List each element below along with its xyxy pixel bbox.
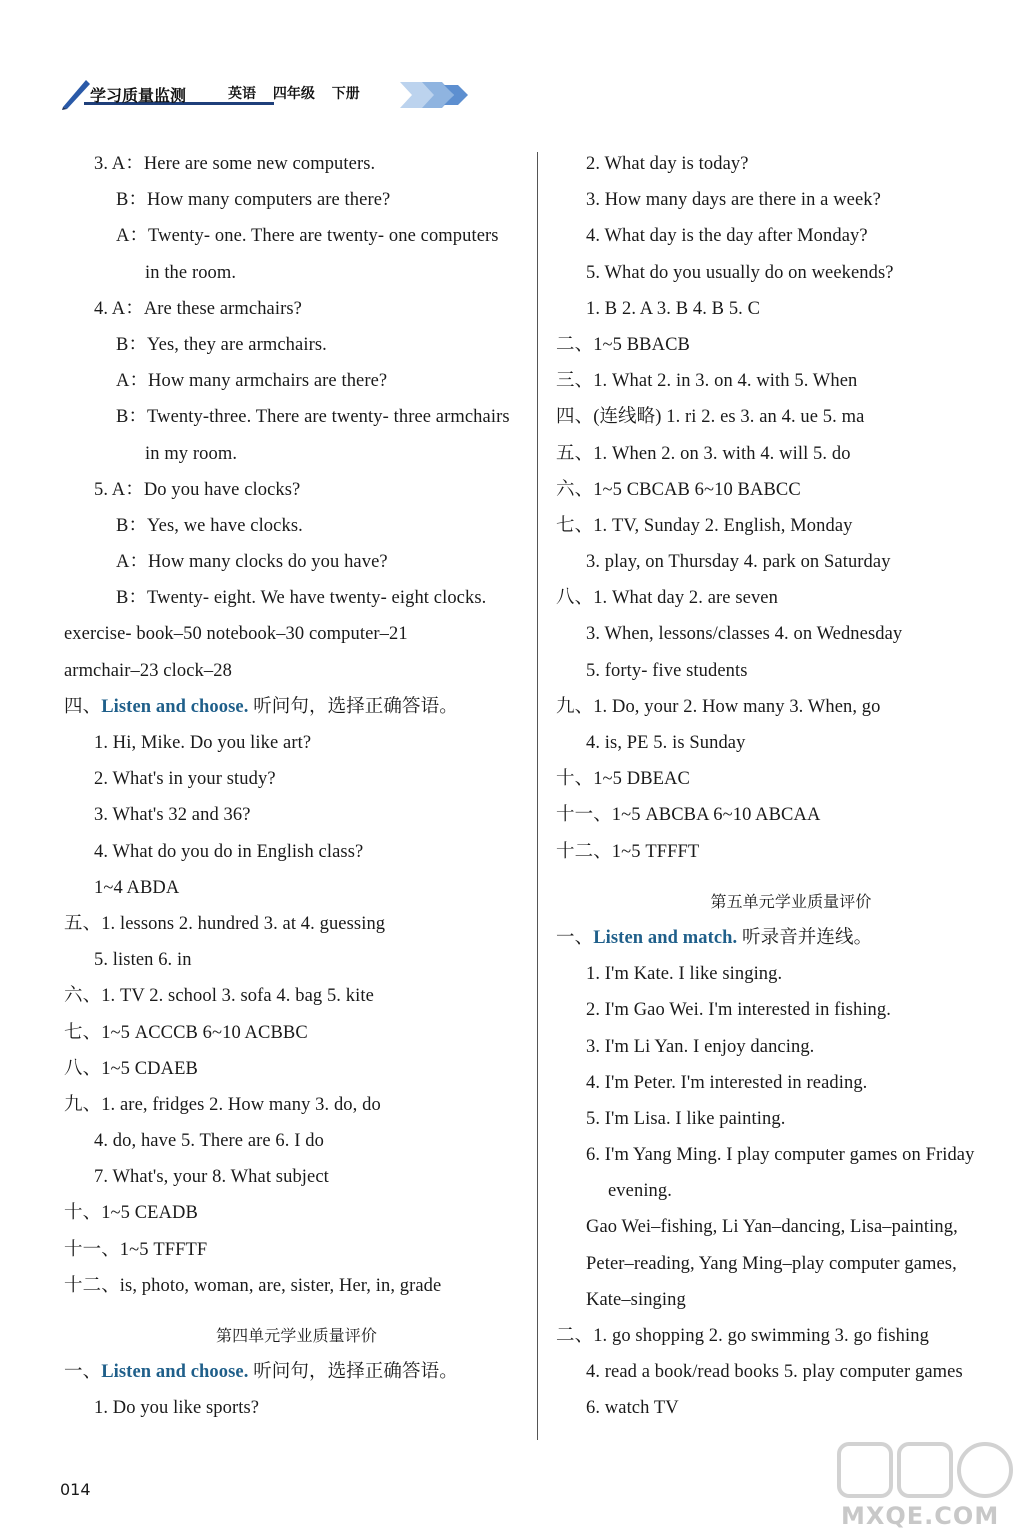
answer-line: 3. play, on Thursday 4. park on Saturday bbox=[586, 552, 891, 573]
answer-line: 4. is, PE 5. is Sunday bbox=[586, 733, 746, 753]
answer-line: 1~4 ABDA bbox=[94, 877, 180, 898]
answer-line: Gao Wei–fishing, Li Yan–dancing, Lisa–painting, bbox=[586, 1217, 958, 1238]
section-title-en: Listen and choose. bbox=[101, 1362, 249, 1383]
section-title-en: Listen and choose. bbox=[101, 696, 249, 717]
answer-line: A：How many clocks do you have? bbox=[116, 552, 388, 573]
section-heading bbox=[556, 920, 1026, 956]
page-header bbox=[60, 76, 480, 116]
page-number: 014 bbox=[60, 1480, 91, 1499]
answer-item: 九、1. are, fridges 2. How many 3. do, do bbox=[64, 1094, 381, 1115]
answer-line: 2. I'm Gao Wei. I'm interested in fishing. bbox=[586, 1000, 891, 1021]
answer-line: B：Twenty-three. There are twenty- three armchairs bbox=[116, 407, 510, 428]
left-column bbox=[64, 146, 529, 1427]
answer-item: 二、1~5 BBACB bbox=[556, 334, 690, 355]
unit-heading: 第四单元学业质量评价 bbox=[215, 1326, 377, 1345]
answer-item: 四、(连线略) 1. ri 2. es 3. an 4. ue 5. ma bbox=[556, 407, 865, 428]
answer-line: 1. I'm Kate. I like singing. bbox=[586, 964, 783, 985]
watermark-text: MXQE.COM bbox=[841, 1502, 1000, 1530]
answer-item: 九、1. Do, your 2. How many 3. When, go bbox=[556, 696, 881, 717]
answer-line: 2. What's in your study? bbox=[94, 769, 276, 790]
column-divider bbox=[537, 152, 538, 1440]
answer-item: 五、1. lessons 2. hundred 3. at 4. guessing bbox=[64, 913, 386, 934]
answer-line: in my room. bbox=[145, 443, 238, 464]
series-title: 学习质量监测 bbox=[90, 86, 187, 105]
answer-line: 5. forty- five students bbox=[586, 660, 748, 681]
answer-line: 4. I'm Peter. I'm interested in reading. bbox=[586, 1072, 868, 1093]
answer-line: in the room. bbox=[145, 262, 237, 283]
answer-item: 十二、1~5 TFFFT bbox=[556, 841, 700, 862]
answer-item: 二、1. go shopping 2. go swimming 3. go fishing bbox=[556, 1326, 929, 1346]
answer-item: exercise- book–50 notebook–30 computer–21 bbox=[64, 624, 408, 645]
unit-heading: 第五单元学业质量评价 bbox=[710, 891, 872, 911]
answer-line: 1. B 2. A 3. B 4. B 5. C bbox=[586, 298, 761, 319]
answer-item: armchair–23 clock–28 bbox=[64, 660, 232, 681]
book-meta bbox=[228, 83, 360, 103]
answer-line: 4. What day is the day after Monday? bbox=[586, 226, 868, 247]
answer-line: 4. read a book/read books 5. play computer games bbox=[586, 1362, 963, 1383]
section-number: 四、 bbox=[64, 696, 102, 717]
answer-item: 八、1~5 CDAEB bbox=[64, 1058, 198, 1079]
answer-line: 4. What do you do in English class? bbox=[94, 841, 364, 862]
answer-item: 七、1. TV, Sunday 2. English, Monday bbox=[556, 515, 853, 536]
answer-line: Peter–reading, Yang Ming–play computer games, bbox=[586, 1253, 957, 1274]
answer-line: A：Twenty- one. There are twenty- one computers bbox=[116, 226, 499, 247]
answer-line: 4. do, have 5. There are 6. I do bbox=[94, 1131, 324, 1152]
answer-item: 八、1. What day 2. are seven bbox=[556, 588, 778, 609]
watermark-logo-icon bbox=[835, 1436, 1025, 1506]
chevron-arrows-icon bbox=[400, 78, 472, 112]
answer-line: evening. bbox=[608, 1181, 672, 1202]
watermark bbox=[835, 1436, 1025, 1531]
answer-line: 5. A：Do you have clocks? bbox=[94, 479, 301, 500]
grade-label: 四年级 bbox=[272, 86, 315, 102]
section-number: 一、 bbox=[64, 1362, 102, 1383]
answer-item: 十一、1~5 TFFTF bbox=[64, 1239, 208, 1260]
answer-item: 十、1~5 DBEAC bbox=[556, 769, 690, 790]
answer-item: 五、1. When 2. on 3. with 4. will 5. do bbox=[556, 443, 851, 464]
answer-item: 十二、is, photo, woman, are, sister, Her, in, grade bbox=[64, 1275, 442, 1296]
answer-line: B：Yes, they are armchairs. bbox=[116, 334, 327, 355]
answer-line: 5. listen 6. in bbox=[94, 950, 192, 971]
answer-item: 三、1. What 2. in 3. on 4. with 5. When bbox=[556, 371, 858, 392]
section-instruction: 听问句，选择正确答语。 bbox=[248, 696, 458, 717]
subject-label: 英语 bbox=[228, 86, 256, 102]
answer-line: B：Yes, we have clocks. bbox=[116, 515, 303, 536]
answer-item: 六、1. TV 2. school 3. sofa 4. bag 5. kite bbox=[64, 986, 374, 1007]
section-number: 一、 bbox=[556, 927, 594, 948]
answer-line: 3. A：Here are some new computers. bbox=[94, 154, 376, 174]
answer-item: 十一、1~5 ABCBA 6~10 ABCAA bbox=[556, 805, 821, 826]
answer-line: 6. I'm Yang Ming. I play computer games on Friday bbox=[586, 1145, 975, 1166]
answer-line: 5. I'm Lisa. I like painting. bbox=[586, 1108, 786, 1129]
answer-line: 4. A：Are these armchairs? bbox=[94, 298, 302, 319]
answer-line: 7. What's, your 8. What subject bbox=[94, 1167, 329, 1188]
answer-line: 3. When, lessons/classes 4. on Wednesday bbox=[586, 624, 903, 645]
answer-line: 1. Do you like sports? bbox=[94, 1398, 260, 1419]
answer-item: 十、1~5 CEADB bbox=[64, 1203, 198, 1224]
section-instruction: 听问句，选择正确答语。 bbox=[248, 1362, 458, 1383]
answer-item: 七、1~5 ACCCB 6~10 ACBBC bbox=[64, 1022, 308, 1043]
answer-line: 6. watch TV bbox=[586, 1398, 679, 1419]
section-instruction: 听录音并连线。 bbox=[737, 927, 873, 948]
answer-line: Kate–singing bbox=[586, 1289, 686, 1310]
answer-line: 3. How many days are there in a week? bbox=[586, 190, 881, 211]
answer-line: 1. Hi, Mike. Do you like art? bbox=[94, 733, 312, 753]
volume-label: 下册 bbox=[331, 86, 360, 102]
answer-line: 5. What do you usually do on weekends? bbox=[586, 262, 894, 283]
section-title-en: Listen and match. bbox=[593, 927, 738, 948]
answer-line: 3. I'm Li Yan. I enjoy dancing. bbox=[586, 1036, 815, 1057]
section-heading bbox=[64, 1354, 529, 1390]
answer-item: 六、1~5 CBCAB 6~10 BABCC bbox=[556, 479, 801, 500]
answer-line: B：How many computers are there? bbox=[116, 190, 391, 211]
right-column bbox=[556, 146, 1026, 1427]
answer-line: A：How many armchairs are there? bbox=[116, 371, 388, 392]
answer-line: 3. What's 32 and 36? bbox=[94, 805, 251, 826]
answer-line: B：Twenty- eight. We have twenty- eight clocks. bbox=[116, 588, 487, 609]
answer-line: 2. What day is today? bbox=[586, 154, 749, 174]
section-heading bbox=[64, 689, 529, 725]
